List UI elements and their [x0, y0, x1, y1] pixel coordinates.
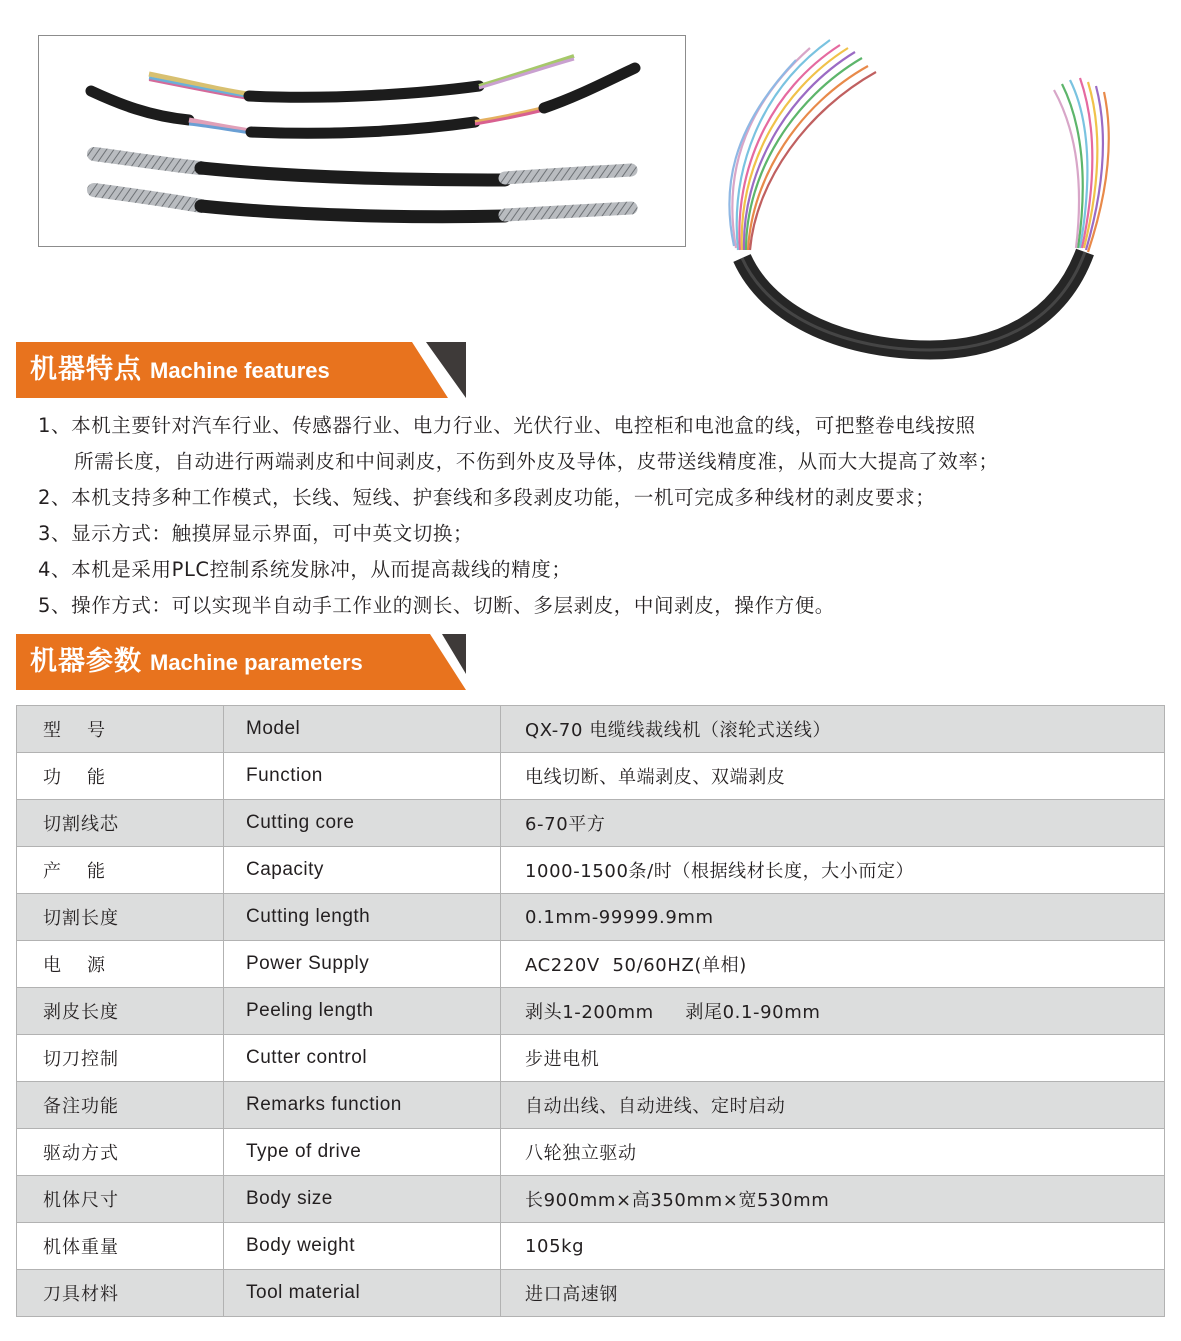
param-value: 步进电机 [501, 1035, 1165, 1082]
table-row [17, 1223, 1165, 1270]
param-label-en: Cutter control [224, 1035, 501, 1082]
feature-item-text: 5、操作方式：可以实现半自动手工作业的测长、切断、多层剥皮，中间剥皮，操作方便。 [38, 594, 835, 617]
param-label-en: Power Supply [224, 941, 501, 988]
feature-item-text: 2、本机支持多种工作模式，长线、短线、护套线和多段剥皮功能，一机可完成多种线材的剥皮要求； [38, 486, 936, 509]
param-value: 0.1mm-99999.9mm [501, 894, 1165, 941]
features-section-header [16, 342, 466, 398]
params-title-zh: 机器参数 [30, 646, 142, 677]
param-label-zh: 驱动方式 [17, 1129, 224, 1176]
param-label-en: Peeling length [224, 988, 501, 1035]
param-label-zh: 产 能 [17, 847, 224, 894]
feature-item [38, 516, 1158, 552]
table-row [17, 1129, 1165, 1176]
table-row [17, 847, 1165, 894]
param-value: 自动出线、自动进线、定时启动 [501, 1082, 1165, 1129]
table-row [17, 753, 1165, 800]
table-row [17, 706, 1165, 753]
feature-item-text: 3、显示方式：触摸屏显示界面，可中英文切换； [38, 522, 474, 545]
parameters-table [16, 705, 1165, 1317]
param-value: 1000-1500条/时（根据线材长度，大小而定） [501, 847, 1165, 894]
params-title-en: Machine parameters [150, 650, 363, 675]
param-label-en: Remarks function [224, 1082, 501, 1129]
param-label-zh: 电 源 [17, 941, 224, 988]
feature-item-text: 4、本机是采用PLC控制系统发脉冲，从而提高裁线的精度； [38, 558, 572, 581]
param-label-zh: 备注功能 [17, 1082, 224, 1129]
param-label-en: Body size [224, 1176, 501, 1223]
param-value: 105kg [501, 1223, 1165, 1270]
param-label-en: Model [224, 706, 501, 753]
params-section-header [16, 634, 466, 690]
param-label-zh: 机体重量 [17, 1223, 224, 1270]
feature-item-text-continued: 所需长度，自动进行两端剥皮和中间剥皮，不伤到外皮及导体，皮带送线精度准，从而大大提高了效率； [74, 450, 999, 473]
table-row [17, 1270, 1165, 1317]
feature-item [38, 408, 1158, 480]
table-row [17, 800, 1165, 847]
param-value: QX-70 电缆线裁线机（滚轮式送线） [501, 706, 1165, 753]
param-label-zh: 功 能 [17, 753, 224, 800]
table-row [17, 988, 1165, 1035]
features-list [38, 408, 1158, 624]
param-label-en: Capacity [224, 847, 501, 894]
feature-item [38, 480, 1158, 516]
feature-item [38, 552, 1158, 588]
table-row [17, 1035, 1165, 1082]
param-value: 进口高速钢 [501, 1270, 1165, 1317]
feature-item-text: 1、本机主要针对汽车行业、传感器行业、电力行业、光伏行业、电控柜和电池盒的线，可把整卷电线按照 [38, 414, 976, 437]
param-label-en: Body weight [224, 1223, 501, 1270]
param-label-en: Type of drive [224, 1129, 501, 1176]
param-label-zh: 切刀控制 [17, 1035, 224, 1082]
param-value: 八轮独立驱动 [501, 1129, 1165, 1176]
cable-samples-photo [38, 35, 686, 247]
param-value: 电线切断、单端剥皮、双端剥皮 [501, 753, 1165, 800]
table-row [17, 941, 1165, 988]
features-title-en: Machine features [150, 358, 330, 383]
param-label-en: Cutting length [224, 894, 501, 941]
param-value: 剥头1-200mm 剥尾0.1-90mm [501, 988, 1165, 1035]
param-value: AC220V 50/60HZ(单相) [501, 941, 1165, 988]
param-label-zh: 切割长度 [17, 894, 224, 941]
multicore-cable-photo [700, 20, 1160, 365]
table-row [17, 1082, 1165, 1129]
param-label-en: Tool material [224, 1270, 501, 1317]
feature-item [38, 588, 1158, 624]
features-title-zh: 机器特点 [30, 354, 142, 385]
param-value: 长900mm×高350mm×宽530mm [501, 1176, 1165, 1223]
param-label-zh: 型 号 [17, 706, 224, 753]
param-label-en: Cutting core [224, 800, 501, 847]
param-label-zh: 刀具材料 [17, 1270, 224, 1317]
param-label-zh: 剥皮长度 [17, 988, 224, 1035]
param-label-zh: 机体尺寸 [17, 1176, 224, 1223]
param-label-zh: 切割线芯 [17, 800, 224, 847]
table-row [17, 894, 1165, 941]
param-value: 6-70平方 [501, 800, 1165, 847]
param-label-en: Function [224, 753, 501, 800]
table-row [17, 1176, 1165, 1223]
